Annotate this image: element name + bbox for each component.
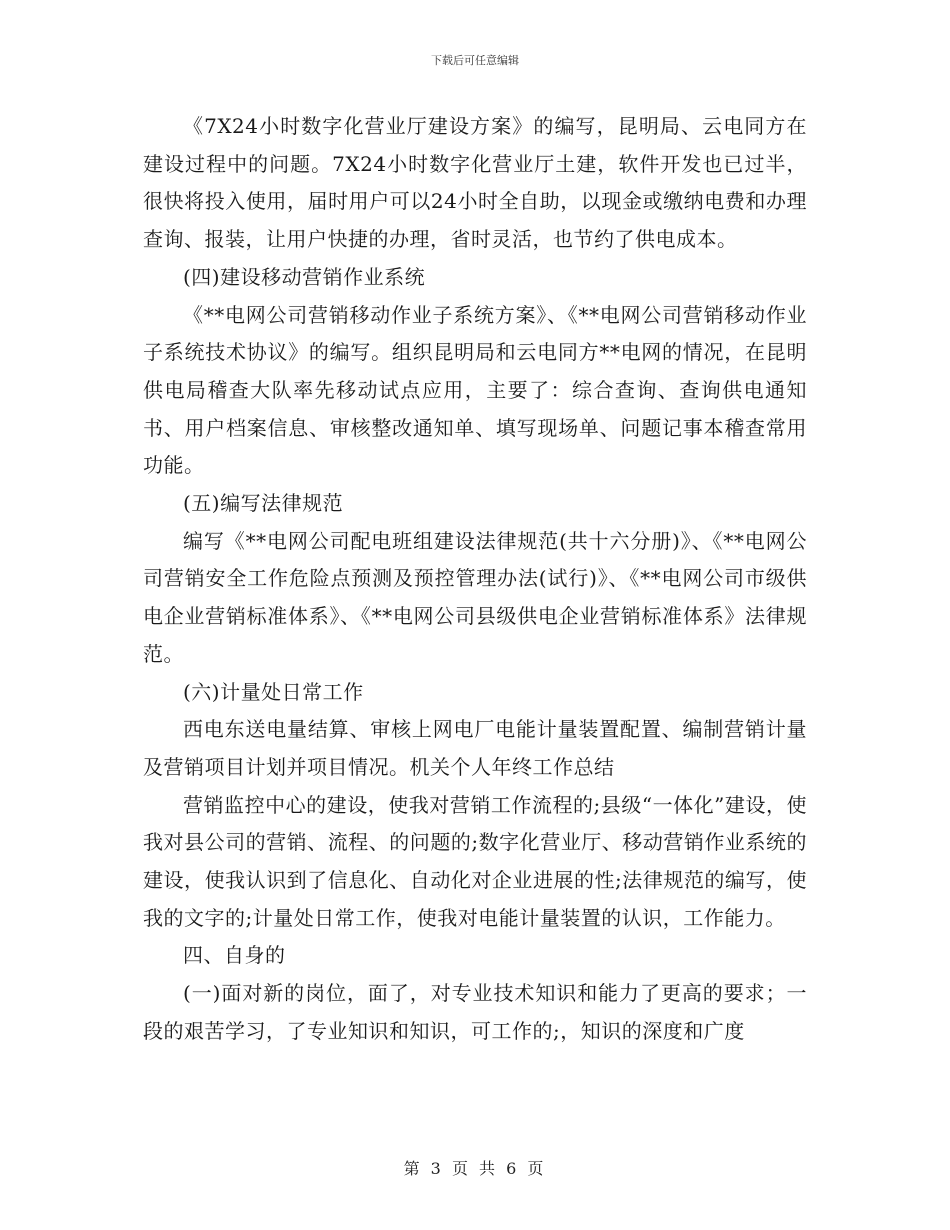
paragraph: 编写《**电网公司配电班组建设法律规范(共十六分册)》、《**电网公司营销安全工作危险点预测及预控管理办法(试行)》、《**电网公司市级供电企业营销标准体系》、《**电网公司县级供电企业营销标准体系》法律规范。 — [143, 528, 807, 666]
section-heading: (四)建设移动营销作业系统 — [183, 264, 426, 289]
paragraph: 营销监控中心的建设，使我对营销工作流程的;县级“一体化”建设，使我对县公司的营销、流程、的问题的;数字化营业厅、移动营销作业系统的建设，使我认识到了信息化、自动化对企业进展的性;法律规范的编写，使我的文字的;计量处日常工作，使我对电能计量装置的认识，工作能力。 — [143, 792, 807, 930]
paragraph: 《7X24小时数字化营业厅建设方案》的编写，昆明局、云电同方在建设过程中的问题。7X24小时数字化营业厅土建，软件开发也已过半，很快将投入使用，届时用户可以24小时全自助，以现金或缴纳电费和办理查询、报装，让用户快捷的办理，省时灵活，也节约了供电成本。 — [143, 114, 807, 252]
document-body — [143, 108, 807, 1051]
section-heading: (五)编写法律规范 — [183, 491, 344, 516]
page-number-footer: 第 3 页 共 6 页 — [403, 1159, 547, 1178]
page-header: 下载后可任意编辑 — [431, 54, 519, 67]
section-heading: (六)计量处日常工作 — [183, 679, 364, 704]
paragraph: (一)面对新的岗位，面了，对专业技术知识和能力了更高的要求；一段的艰苦学习，了专业知识和知识，可工作的;，知识的深度和广度 — [143, 981, 807, 1043]
paragraph: 西电东送电量结算、审核上网电厂电能计量装置配置、编制营销计量及营销项目计划并项目情况。机关个人年终工作总结 — [143, 717, 807, 779]
paragraph: 《**电网公司营销移动作业子系统方案》、《**电网公司营销移动作业子系统技术协议》的编写。组织昆明局和云电同方**电网的情况，在昆明供电局稽查大队率先移动试点应用，主要了：综合查询、查询供电通知书、用户档案信息、审核整改通知单、填写现场单、问题记事本稽查常用功能。 — [143, 302, 807, 478]
section-heading: 四、自身的 — [183, 943, 286, 968]
